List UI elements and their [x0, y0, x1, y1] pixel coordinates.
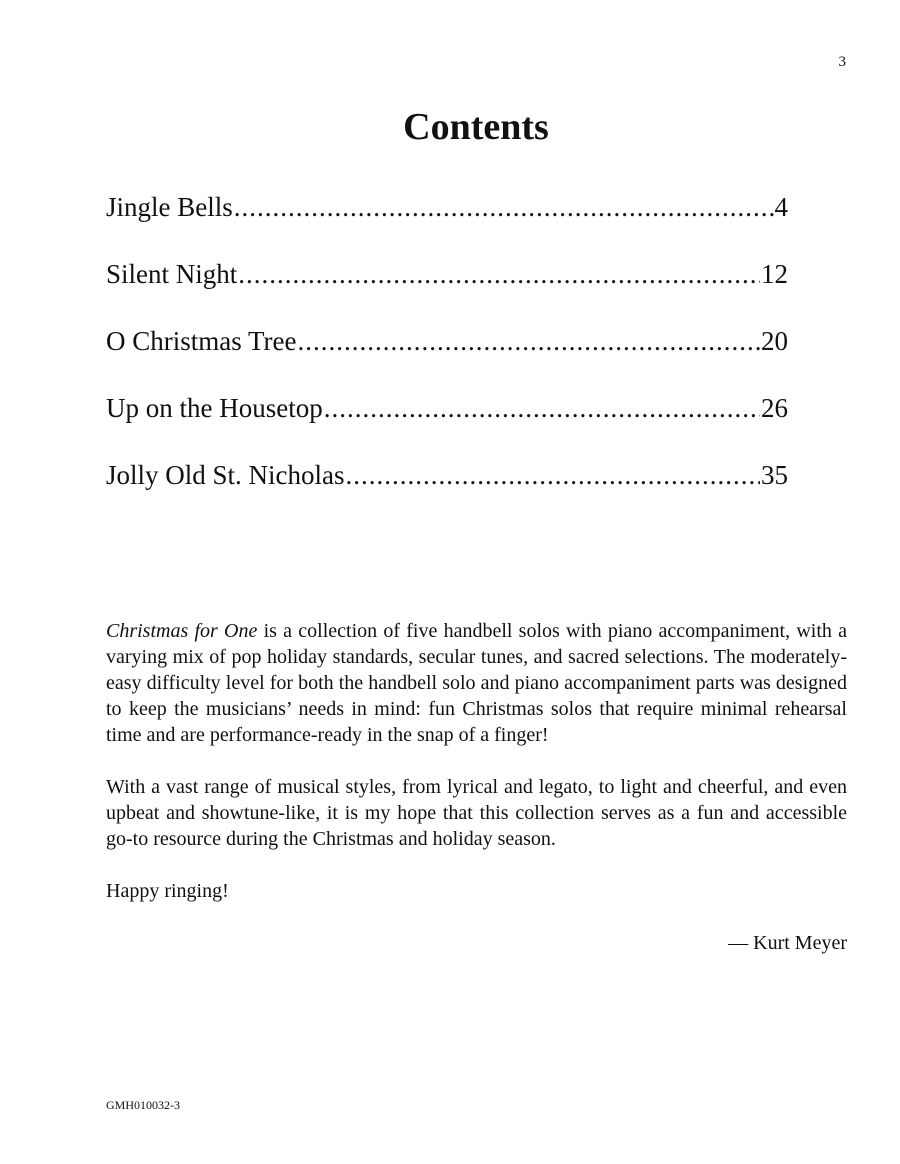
introduction	[106, 618, 847, 982]
toc-entry[interactable]	[106, 460, 788, 527]
toc-dot-leader	[238, 259, 760, 290]
page-number: 3	[838, 54, 846, 70]
intro-paragraph: With a vast range of musical styles, from lyrical and legato, to light and cheerful, and even upbeat and showtune-like, it is my hope that this collection serves as a fun and accessible go-to resource during the Christmas and holiday season.	[106, 776, 847, 850]
closing-line: Happy ringing!	[106, 880, 229, 902]
toc-entry-title: Jingle Bells	[106, 192, 233, 222]
toc-entry-page: 26	[761, 393, 788, 423]
author-signature: — Kurt Meyer	[728, 932, 847, 954]
toc-entry-title: Silent Night	[106, 259, 238, 289]
book-title: Christmas for One	[106, 620, 258, 642]
toc-dot-leader	[298, 326, 760, 357]
toc-entry-title: Up on the Housetop	[106, 393, 323, 423]
intro-paragraph	[106, 618, 847, 748]
toc-dot-leader	[234, 192, 774, 223]
page-title: Contents	[403, 106, 549, 148]
toc-entry-page: 12	[761, 259, 788, 289]
toc-entry-title: O Christmas Tree	[106, 326, 297, 356]
toc-entry[interactable]	[106, 259, 788, 326]
toc-entry-page: 35	[761, 460, 788, 490]
toc-entry[interactable]	[106, 393, 788, 460]
footer-code: GMH010032-3	[106, 1098, 180, 1112]
toc-entry-page: 4	[774, 192, 788, 222]
toc-entry[interactable]	[106, 192, 788, 259]
toc-entry-title: Jolly Old St. Nicholas	[106, 460, 345, 490]
toc-dot-leader	[346, 460, 760, 491]
intro-paragraph-text: is a collection of five handbell solos with piano accompaniment, with a varying mix of pop holiday standards, secular tunes, and sacred selections. The moderately-easy difficulty level for both the handbell solo and piano accompaniment parts was designed to keep the musicians’ needs in mind: fun Christmas solos that require minimal rehearsal time and are performance-ready in the snap of a finger!	[106, 620, 848, 746]
toc-entry[interactable]	[106, 326, 788, 393]
toc-dot-leader	[324, 393, 760, 424]
table-of-contents	[106, 192, 788, 527]
toc-entry-page: 20	[761, 326, 788, 356]
